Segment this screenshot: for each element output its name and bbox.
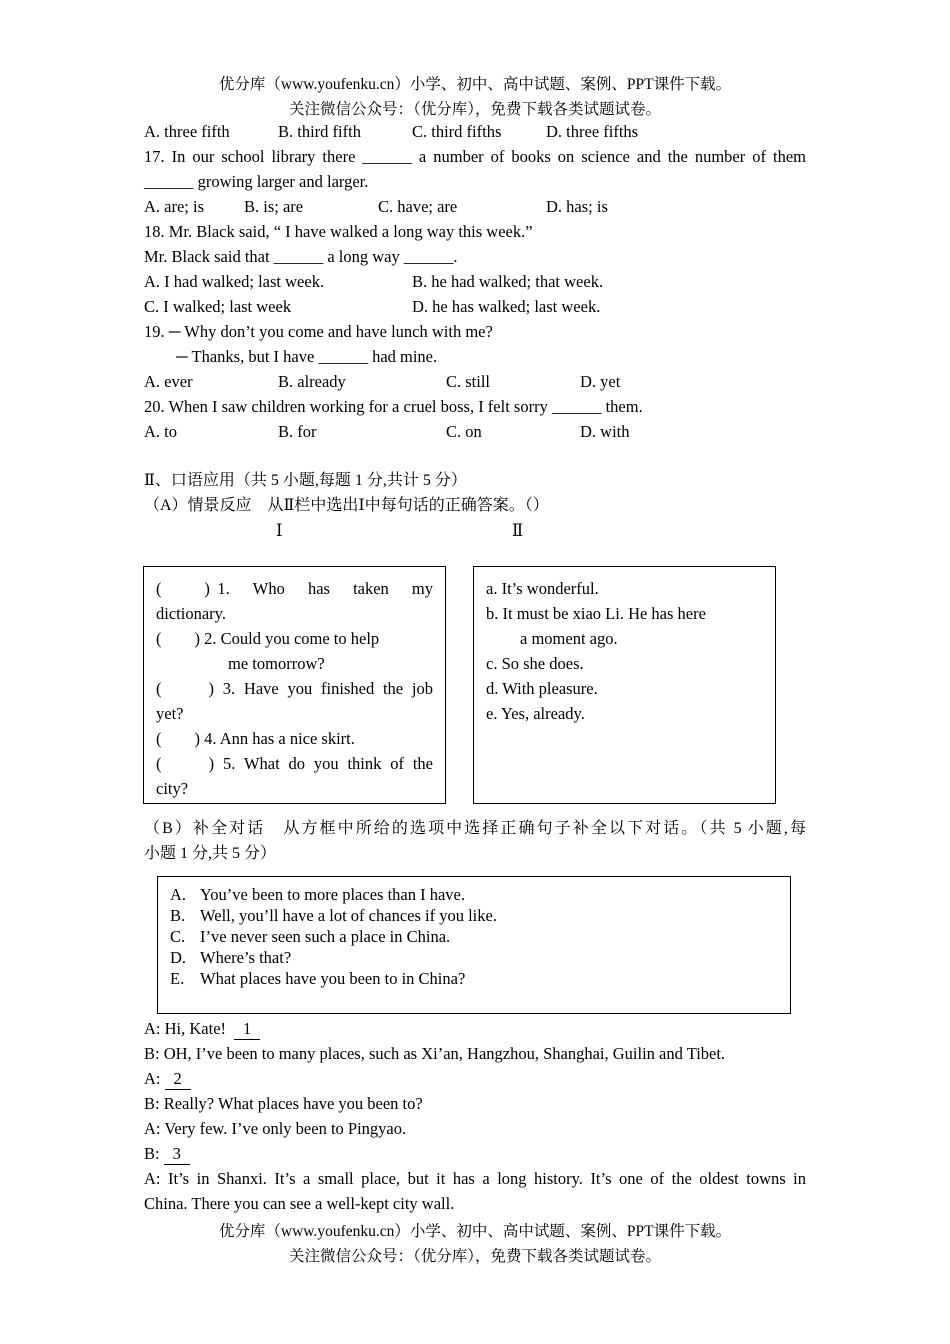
q19-line-2: ─ Thanks, but I have ______ had mine. xyxy=(176,347,438,366)
header-line-2: 关注微信公众号：（优分库），免费下载各类试题试卷。 xyxy=(288,101,661,118)
section-2-title: Ⅱ、口语应用（共 5 小题,每题 1 分,共计 5 分） xyxy=(144,472,467,489)
q18-option-d: D. he has walked; last week. xyxy=(412,297,601,316)
q19-option-d: D. yet xyxy=(580,372,621,391)
footer-line-1: 优分库（www.youfenku.cn）小学、初中、高中试题、案例、PPT课件下载。 xyxy=(218,1223,732,1240)
q17-option-a: A. are; is xyxy=(144,197,205,216)
q18-options-ab xyxy=(144,269,603,294)
col2-answer-c: c. So she does. xyxy=(486,654,584,673)
dialogue-blank-3: 3 xyxy=(164,1144,190,1165)
q19-options xyxy=(144,369,620,394)
col2-answer-e: e. Yes, already. xyxy=(486,704,585,723)
q20-option-d: D. with xyxy=(580,422,630,441)
q16-options xyxy=(144,119,638,144)
q19-option-b: B. already xyxy=(278,372,346,391)
col1-q5-line-2: city? xyxy=(156,779,189,798)
part-b-option-c: C. I’ve never seen such a place in China. xyxy=(170,927,451,946)
q16-option-b: B. third fifth xyxy=(278,122,361,141)
dialogue-blank-2: 2 xyxy=(165,1069,191,1090)
q16-option-c: C. third fifths xyxy=(412,122,502,141)
q19-option-c: C. still xyxy=(446,372,491,391)
section-2-part-a-title: （A）情景反应 从Ⅱ栏中选出Ⅰ中每句话的正确答案。（） xyxy=(144,497,549,514)
q18-line-1: 18. Mr. Black said, “ I have walked a long way this week.” xyxy=(144,222,533,241)
q18-option-b: B. he had walked; that week. xyxy=(412,272,604,291)
q20-option-a: A. to xyxy=(144,422,177,441)
column-1-box xyxy=(143,566,446,804)
q17-option-d: D. has; is xyxy=(546,197,608,216)
dialogue-line-1: A: Hi, Kate! 1 xyxy=(144,1016,260,1041)
q18-option-c: C. I walked; last week xyxy=(144,297,292,316)
section-2-part-b-title-2: 小题 1 分,共 5 分） xyxy=(144,845,277,862)
q19-option-a: A. ever xyxy=(144,372,193,391)
col1-q5-line-1: ( ) 5. What do you think of the xyxy=(156,754,433,773)
section-2-part-b-title-1: （B）补全对话 从方框中所给的选项中选择正确句子补全以下对话。（共 5 小题,每 xyxy=(144,820,806,837)
part-b-option-a: A. You’ve been to more places than I have. xyxy=(170,885,465,904)
col2-answer-b-line-1: b. It must be xiao Li. He has here xyxy=(486,604,706,623)
col1-q2-line-2: me tomorrow? xyxy=(228,654,325,673)
q17-line-1: 17. In our school library there ______ a number of books on science and the number of them xyxy=(144,147,806,166)
q20-option-c: C. on xyxy=(446,422,482,441)
dialogue-line-7b: China. There you can see a well-kept city wall. xyxy=(144,1194,455,1213)
col2-answer-b-line-2: a moment ago. xyxy=(520,629,618,648)
dialogue-line-5: A: Very few. I’ve only been to Pingyao. xyxy=(144,1119,407,1138)
column-2-box xyxy=(473,566,776,804)
q20-option-b: B. for xyxy=(278,422,317,441)
column-2-label: Ⅱ xyxy=(512,521,524,540)
col1-q2-line-1: ( ) 2. Could you come to help xyxy=(156,629,380,648)
col2-answer-a: a. It’s wonderful. xyxy=(486,579,599,598)
q17-option-b: B. is; are xyxy=(244,197,304,216)
footer-line-2: 关注微信公众号：（优分库），免费下载各类试题试卷。 xyxy=(288,1248,661,1265)
header-line-1: 优分库（www.youfenku.cn）小学、初中、高中试题、案例、PPT课件下载。 xyxy=(218,76,732,93)
col1-q1-line-2: dictionary. xyxy=(156,604,226,623)
q17-line-2: ______ growing larger and larger. xyxy=(144,172,369,191)
part-b-options-box xyxy=(157,876,791,1014)
col1-q1-line-1: ( ) 1. Who has taken my xyxy=(156,579,433,598)
q17-options xyxy=(144,194,608,219)
dialogue-blank-1: 1 xyxy=(234,1019,260,1040)
q19-line-1: 19. ─ Why don’t you come and have lunch with me? xyxy=(144,322,493,341)
q20-line-1: 20. When I saw children working for a cruel boss, I felt sorry ______ them. xyxy=(144,397,643,416)
part-b-option-d: D. Where’s that? xyxy=(170,948,292,967)
dialogue-line-6: B: 3 xyxy=(144,1141,190,1166)
col2-answer-d: d. With pleasure. xyxy=(486,679,598,698)
col1-q3-line-2: yet? xyxy=(156,704,184,723)
dialogue-line-2: B: OH, I’ve been to many places, such as Xi’an, Hangzhou, Shanghai, Guilin and Tibet. xyxy=(144,1044,726,1063)
q18-line-2: Mr. Black said that ______ a long way ______. xyxy=(144,247,458,266)
col1-q4: ( ) 4. Ann has a nice skirt. xyxy=(156,729,355,748)
q17-option-c: C. have; are xyxy=(378,197,458,216)
dialogue-line-3: A: 2 xyxy=(144,1066,191,1091)
part-b-option-b: B. Well, you’ll have a lot of chances if you like. xyxy=(170,906,497,925)
column-1-label: Ⅰ xyxy=(276,521,283,540)
q20-options xyxy=(144,419,630,444)
q16-option-d: D. three fifths xyxy=(546,122,639,141)
col1-q3-line-1: ( ) 3. Have you finished the job xyxy=(156,679,433,698)
q18-option-a: A. I had walked; last week. xyxy=(144,272,325,291)
q16-option-a: A. three fifth xyxy=(144,122,230,141)
dialogue-line-4: B: Really? What places have you been to? xyxy=(144,1094,423,1113)
part-b-option-e: E. What places have you been to in China? xyxy=(170,969,466,988)
dialogue-line-7a: A: It’s in Shanxi. It’s a small place, but it has a long history. It’s one of the oldest towns in xyxy=(144,1169,806,1188)
q18-options-cd xyxy=(144,294,600,319)
